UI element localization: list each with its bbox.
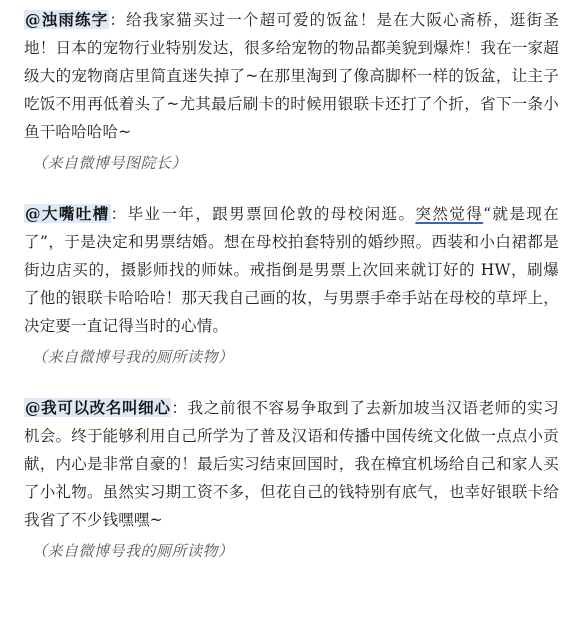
post-body bbox=[24, 394, 559, 534]
weibo-post bbox=[24, 6, 559, 176]
user-handle-link[interactable]: @大嘴吐槽 bbox=[25, 204, 110, 223]
post-text: 我之前很不容易争取到了去新加坡当汉语老师的实习机会。终于能够利用自己所学为了普及汉语和传播中国传统文化做一点点小贡献，内心是非常自豪的！最后实习结束回国时，我在樟宜机场给自己和家人买了小礼物。虽然实习期工资不多，但花自己的钱特别有底气，也幸好银联卡给我省了不少钱嘿嘿~ bbox=[24, 399, 559, 529]
post-text: 给我家猫买过一个超可爱的饭盆！是在大阪心斋桥，逛街圣地！日本的宠物行业特别发达，很多给宠物的物品都美貌到爆炸！我在一家超级大的宠物商店里简直迷失掉了~在那里淘到了像高脚杯一样的饭盆，让主子吃饭不用再低着头了~尤其最后刷卡的时候用银联卡还打了个折，省下一条小鱼干哈哈哈哈~ bbox=[24, 11, 559, 141]
post-text: 毕业一年，跟男票回伦敦的母校闲逛。 bbox=[127, 205, 416, 223]
handle-colon: ： bbox=[110, 205, 128, 223]
post-body bbox=[24, 200, 559, 340]
handle-colon: ： bbox=[171, 399, 188, 417]
post-source: （来自微博号我的厕所读物） bbox=[32, 542, 234, 560]
user-handle-link[interactable]: @浊雨练字 bbox=[25, 10, 109, 29]
post-source: （来自微博号图院长） bbox=[32, 154, 188, 172]
post-text-continued: “就是现在了”，于是决定和男票结婚。想在母校拍套特别的婚纱照。西装和小白裙都是街边店买的，摄影师找的师妹。戒指倒是男票上次回来就订好的 HW，刷爆了他的银联卡哈哈哈！那天我自己画的妆，与男票手牵手站在母校的草坪上，决定要一直记得当时的心情。 bbox=[24, 205, 559, 335]
handle-colon: ： bbox=[109, 11, 127, 29]
weibo-post bbox=[24, 200, 559, 370]
underlined-text: 突然觉得 bbox=[415, 205, 484, 223]
user-handle-link[interactable]: @我可以改名叫细心 bbox=[25, 398, 171, 417]
post-body bbox=[24, 6, 559, 146]
weibo-post bbox=[24, 394, 559, 564]
post-source: （来自微博号我的厕所读物） bbox=[32, 348, 234, 366]
